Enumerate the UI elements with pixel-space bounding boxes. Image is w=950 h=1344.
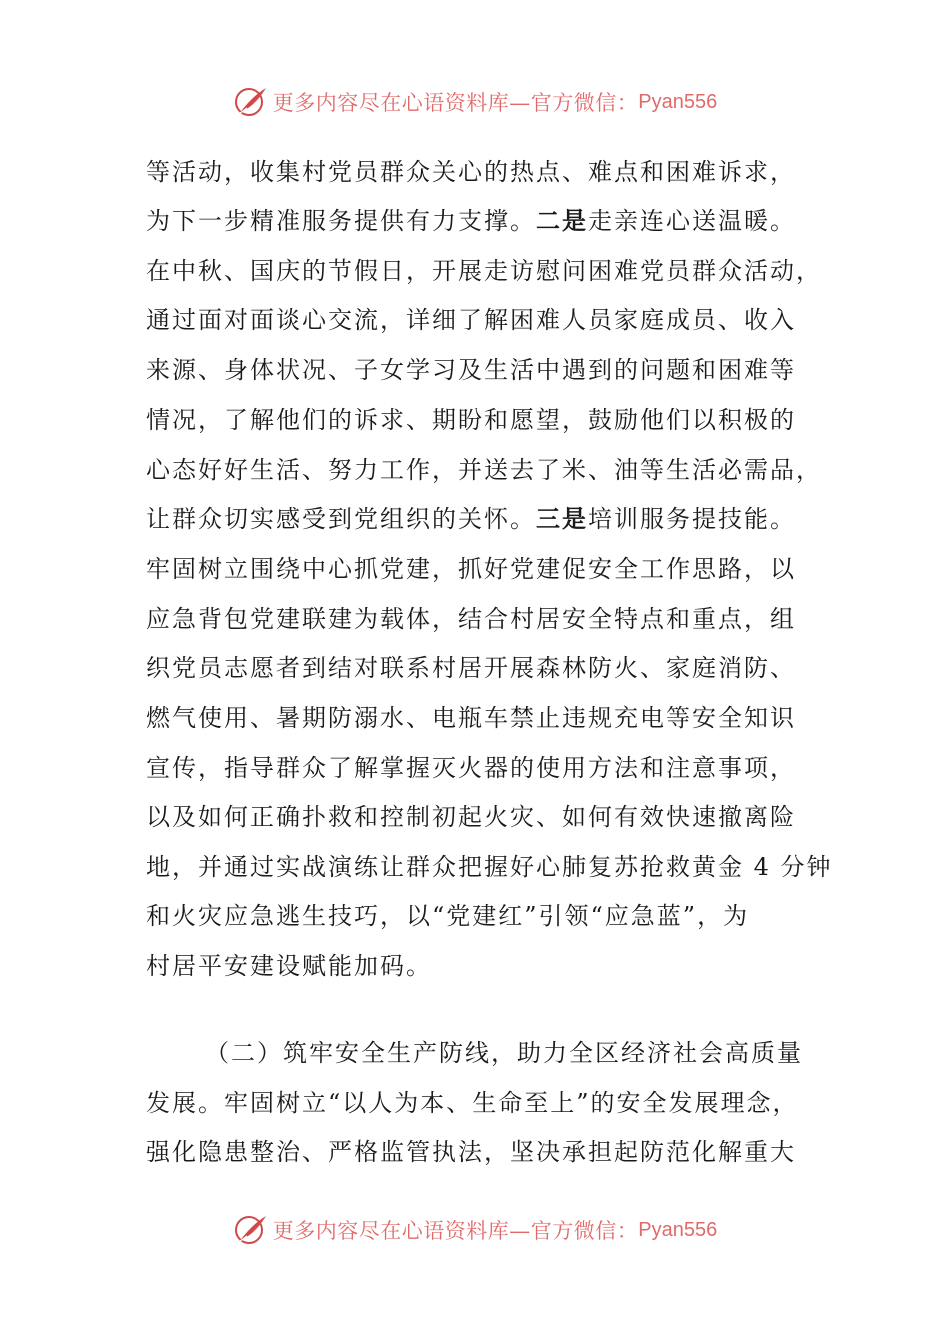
banner-text: 更多内容尽在心语资料库—官方微信： [272, 1219, 639, 1243]
paragraph-line [146, 1087, 799, 1119]
paragraph-line [146, 354, 796, 386]
footer-watermark-banner [0, 1208, 950, 1252]
paragraph-line [146, 1136, 796, 1168]
banner-wechat-id: Pyan556 [638, 1218, 718, 1241]
paragraph-line [146, 950, 432, 982]
banner-text: 更多内容尽在心语资料库—官方微信： [272, 91, 639, 115]
paragraph-line [205, 1037, 803, 1069]
line-text: 让群众切实感受到党组织的关怀。 [146, 505, 536, 533]
paragraph-line [146, 603, 796, 635]
line-text: 牢固树立围绕中心抓党建，抓好党建促安全工作思路，以 [146, 555, 796, 583]
paragraph-line [146, 851, 833, 883]
line-text: 心态好好生活、努力工作，并送去了米、油等生活必需品， [146, 456, 822, 484]
line-text: 和火灾应急逃生技巧，以“党建红”引领“应急蓝”，为 [146, 902, 750, 930]
paragraph-line [146, 156, 796, 188]
paragraph-line [146, 553, 796, 585]
line-text: 村居平安建设赋能加码。 [146, 952, 432, 980]
paragraph-line [146, 752, 796, 784]
line-text: 来源、身体状况、子女学习及生活中遇到的问题和困难等 [146, 356, 796, 384]
paragraph-line [146, 255, 822, 287]
line-text: 发展。牢固树立“以人为本、生命至上”的安全发展理念， [146, 1089, 799, 1117]
paragraph-line [146, 702, 796, 734]
paragraph-line [146, 304, 796, 336]
line-text: 强化隐患整治、严格监管执法，坚决承担起防范化解重大 [146, 1138, 796, 1166]
bold-ordinal-text: 二是 [536, 206, 588, 235]
line-text: 宣传，指导群众了解掌握灭火器的使用方法和注意事项， [146, 754, 796, 782]
paragraph-line [146, 404, 796, 436]
paragraph-line [146, 454, 822, 486]
line-text: 为下一步精准服务提供有力支撑。 [146, 207, 536, 235]
line-text: 应急背包党建联建为载体，结合村居安全特点和重点，组 [146, 605, 796, 633]
line-text: 等活动，收集村党员群众关心的热点、难点和困难诉求， [146, 158, 796, 186]
paragraph-line [146, 503, 796, 535]
quill-pen-logo-icon [233, 84, 269, 120]
paragraph-line [146, 801, 796, 833]
line-text: 地，并通过实战演练让群众把握好心肺复苏抢救黄金 4 分钟 [146, 853, 833, 881]
banner-wechat-id: Pyan556 [638, 90, 718, 113]
line-text: 走亲连心送温暖。 [588, 207, 796, 235]
line-text: 培训服务提技能。 [588, 505, 796, 533]
line-text: 织党员志愿者到结对联系村居开展森林防火、家庭消防、 [146, 654, 796, 682]
line-text: （二）筑牢安全生产防线，助力全区经济社会高质量 [205, 1039, 803, 1067]
paragraph-line [146, 900, 749, 932]
line-text: 通过面对面谈心交流，详细了解困难人员家庭成员、收入 [146, 306, 796, 334]
line-text: 在中秋、国庆的节假日，开展走访慰问困难党员群众活动， [146, 257, 822, 285]
bold-ordinal-text: 三是 [536, 504, 588, 533]
line-text: 燃气使用、暑期防溺水、电瓶车禁止违规充电等安全知识 [146, 704, 796, 732]
paragraph-line [146, 652, 796, 684]
line-text: 以及如何正确扑救和控制初起火灾、如何有效快速撤离险 [146, 803, 796, 831]
header-watermark-banner [0, 80, 950, 124]
line-text: 情况，了解他们的诉求、期盼和愿望，鼓励他们以积极的 [146, 406, 796, 434]
paragraph-line [146, 205, 796, 237]
quill-pen-logo-icon [233, 1212, 269, 1248]
